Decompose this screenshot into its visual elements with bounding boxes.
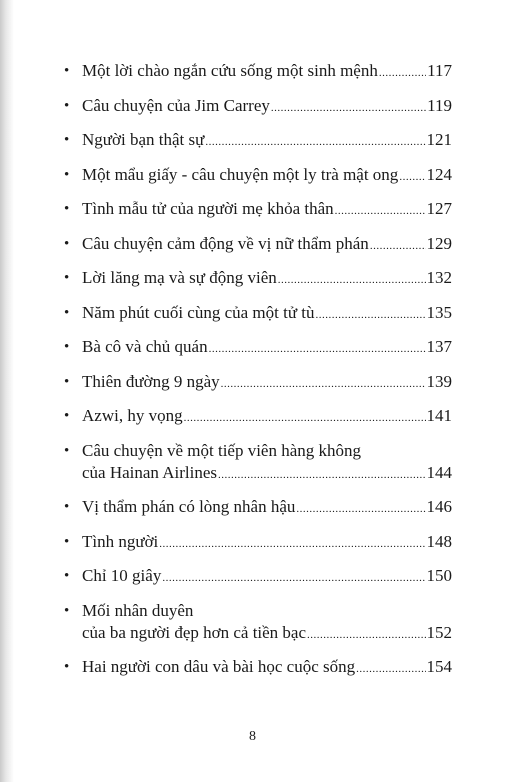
bullet-icon: •: [64, 132, 70, 148]
toc-entry[interactable]: [64, 60, 452, 84]
bullet-icon: •: [64, 339, 70, 355]
toc-page: 144: [426, 462, 452, 482]
toc-title: Một lời chào ngắn cứu sống một sinh mệnh: [82, 61, 378, 80]
toc-page: 148: [426, 531, 452, 551]
leader-dots: [162, 567, 425, 589]
toc-title: của Hainan Airlines: [82, 462, 218, 482]
toc-title: Vị thẩm phán có lòng nhân hậu: [82, 497, 296, 516]
toc-entry[interactable]: [64, 336, 452, 360]
leader-dots: [356, 658, 425, 680]
toc-title: Tình mẫu tử của người mẹ khỏa thân: [82, 199, 334, 218]
toc-title-line1: Câu chuyện về một tiếp viên hàng không: [82, 440, 362, 460]
leader-dots: [221, 373, 426, 395]
toc-entry[interactable]: [64, 656, 452, 680]
leader-dots: [370, 235, 426, 257]
bullet-icon: •: [64, 499, 70, 515]
toc-title: Một mẩu giấy - câu chuyện một ly trà mật ong: [82, 164, 399, 184]
toc-title: Tình người: [82, 531, 159, 551]
bullet-icon: •: [64, 408, 70, 424]
toc-entry[interactable]: [64, 440, 452, 486]
toc-entry[interactable]: [64, 531, 452, 555]
toc-entry[interactable]: [64, 405, 452, 429]
leader-dots: [209, 338, 426, 360]
toc-page: 152: [426, 622, 452, 642]
toc-entry[interactable]: [64, 302, 452, 326]
toc-entry[interactable]: [64, 600, 452, 646]
leader-dots: [278, 269, 426, 291]
bullet-icon: •: [64, 568, 70, 584]
leader-dots: [271, 97, 426, 119]
leader-dots: [218, 464, 425, 486]
toc-title: Hai người con dâu và bài học cuộc sống: [82, 657, 356, 676]
bullet-icon: •: [64, 270, 70, 286]
toc-title: Câu chuyện của Jim Carrey: [82, 95, 270, 115]
toc-entry[interactable]: [64, 267, 452, 291]
toc-page: 127: [426, 199, 452, 218]
toc-entry[interactable]: [64, 198, 452, 222]
bullet-icon: •: [64, 659, 70, 675]
toc-title-line1: Mối nhân duyên: [82, 600, 194, 620]
toc-entry[interactable]: [64, 371, 452, 395]
bullet-icon: •: [64, 201, 70, 217]
toc-page: 146: [426, 497, 452, 516]
toc-title: Bà cô và chủ quán: [82, 337, 208, 356]
leader-dots: [307, 624, 425, 646]
toc-entry[interactable]: [64, 95, 452, 119]
leader-dots: [316, 304, 426, 326]
leader-dots: [335, 200, 426, 222]
bullet-icon: •: [64, 442, 70, 459]
toc-page: 154: [426, 657, 452, 676]
leader-dots: [184, 407, 426, 429]
bullet-icon: •: [64, 602, 70, 619]
bullet-icon: •: [64, 373, 70, 390]
bullet-icon: •: [64, 97, 70, 114]
page-gutter-shadow: [0, 0, 14, 782]
toc-page: 132: [426, 268, 452, 287]
toc-title: Lời lăng mạ và sự động viên: [82, 268, 277, 287]
toc-title: của ba người đẹp hơn cả tiền bạc: [82, 622, 307, 642]
leader-dots: [205, 131, 425, 153]
bullet-icon: •: [64, 235, 70, 252]
toc-title: Người bạn thật sự: [82, 130, 205, 149]
bullet-icon: •: [64, 533, 70, 550]
toc-entry[interactable]: [64, 129, 452, 153]
toc-title: Thiên đường 9 ngày: [82, 371, 220, 391]
bullet-icon: •: [64, 63, 70, 79]
toc-entry[interactable]: [64, 233, 452, 257]
leader-dots: [296, 498, 425, 520]
toc-page: 119: [427, 95, 452, 115]
toc-entry[interactable]: [64, 496, 452, 520]
toc-entry[interactable]: [64, 164, 452, 188]
toc-page: 117: [427, 61, 452, 80]
toc-page: 121: [426, 130, 452, 149]
toc-page: 139: [426, 371, 452, 391]
toc-title: Azwi, hy vọng: [82, 406, 183, 425]
leader-dots: [159, 533, 425, 555]
toc-page: 150: [426, 566, 452, 585]
toc-title: Câu chuyện cảm động về vị nữ thẩm phán: [82, 233, 369, 253]
toc-page: 129: [426, 233, 452, 253]
toc-page: 137: [426, 337, 452, 356]
toc-entry[interactable]: [64, 565, 452, 589]
leader-dots: [379, 62, 426, 84]
toc-title: Năm phút cuối cùng của một tử tù: [82, 302, 315, 322]
toc-page: 141: [426, 406, 452, 425]
leader-dots: [399, 166, 425, 188]
bullet-icon: •: [64, 166, 70, 183]
page-number: 8: [249, 729, 256, 744]
toc-page: 135: [426, 302, 452, 322]
toc-title: Chỉ 10 giây: [82, 566, 162, 585]
bullet-icon: •: [64, 304, 70, 321]
toc-page: 124: [426, 164, 452, 184]
table-of-contents: [64, 60, 452, 691]
